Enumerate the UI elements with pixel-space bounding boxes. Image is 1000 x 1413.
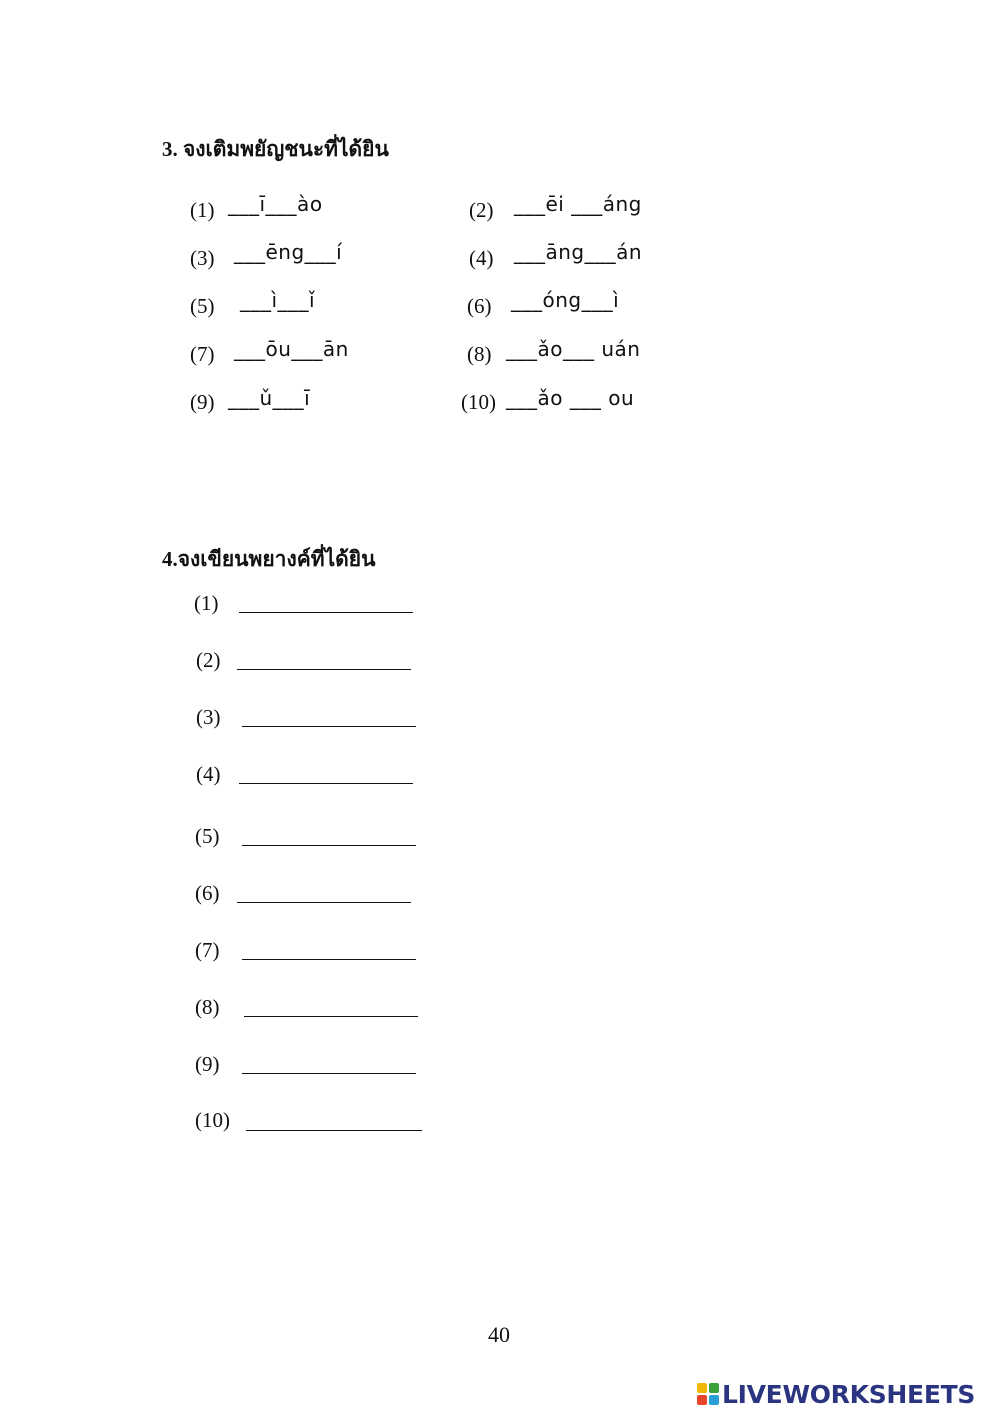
pinyin-blank[interactable]: ___óng___ì xyxy=(511,288,620,312)
answer-line[interactable] xyxy=(242,726,416,727)
item-number: (5) xyxy=(195,824,220,848)
answer-line[interactable] xyxy=(242,1073,416,1074)
answer-line[interactable] xyxy=(237,669,411,670)
answer-line[interactable] xyxy=(237,902,411,903)
logo-tile xyxy=(697,1383,707,1393)
logo-tiles-icon xyxy=(697,1383,719,1405)
item-number: (2) xyxy=(196,648,221,672)
logo-tile xyxy=(709,1383,719,1393)
item-number: (8) xyxy=(467,342,492,366)
item-number: (8) xyxy=(195,995,220,1019)
item-number: (9) xyxy=(190,390,215,414)
pinyin-blank[interactable]: ___ēng___í xyxy=(234,240,343,264)
answer-line[interactable] xyxy=(246,1130,422,1131)
item-number: (7) xyxy=(190,342,215,366)
section4-title: 4.จงเขียนพยางค์ที่ได้ยิน xyxy=(162,547,376,571)
logo-tile xyxy=(709,1395,719,1405)
pinyin-blank[interactable]: ___ǎo___ uán xyxy=(506,337,641,361)
pinyin-blank[interactable]: ___āng___án xyxy=(514,240,643,264)
liveworksheets-logo xyxy=(697,1378,975,1410)
answer-line[interactable] xyxy=(242,845,416,846)
answer-line[interactable] xyxy=(239,783,413,784)
pinyin-blank[interactable]: ___ēi ___áng xyxy=(514,192,642,216)
item-number: (1) xyxy=(190,198,215,222)
answer-line[interactable] xyxy=(239,612,413,613)
pinyin-blank[interactable]: ___ì___ǐ xyxy=(240,288,316,312)
item-number: (3) xyxy=(190,246,215,270)
item-number: (3) xyxy=(196,705,221,729)
pinyin-blank[interactable]: ___ōu___ān xyxy=(234,337,349,361)
item-number: (7) xyxy=(195,938,220,962)
item-number: (4) xyxy=(196,762,221,786)
item-number: (10) xyxy=(461,390,496,414)
item-number: (9) xyxy=(195,1052,220,1076)
item-number: (6) xyxy=(195,881,220,905)
pinyin-blank[interactable]: ___ǔ___ī xyxy=(228,386,311,410)
item-number: (10) xyxy=(195,1108,230,1132)
section3-title: 3. จงเติมพยัญชนะที่ได้ยิน xyxy=(162,137,389,161)
item-number: (2) xyxy=(469,198,494,222)
pinyin-blank[interactable]: ___ī___ào xyxy=(228,192,323,216)
answer-line[interactable] xyxy=(244,1016,418,1017)
brand-name: LIVEWORKSHEETS xyxy=(722,1379,976,1409)
answer-line[interactable] xyxy=(242,959,416,960)
logo-tile xyxy=(697,1395,707,1405)
item-number: (4) xyxy=(469,246,494,270)
item-number: (5) xyxy=(190,294,215,318)
item-number: (6) xyxy=(467,294,492,318)
pinyin-blank[interactable]: ___ǎo ___ ou xyxy=(506,386,635,410)
page-number: 40 xyxy=(488,1322,510,1347)
item-number: (1) xyxy=(194,591,219,615)
